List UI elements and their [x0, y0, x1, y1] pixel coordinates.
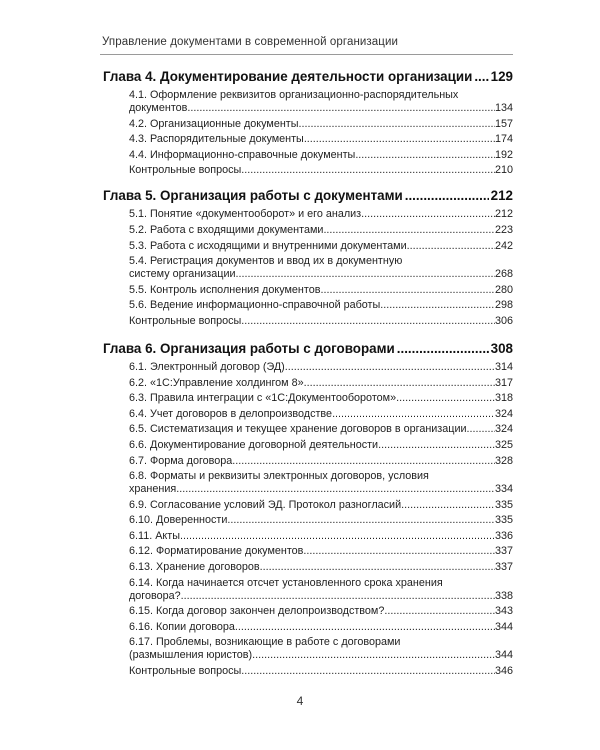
entry-row — [129, 164, 513, 177]
entry-row — [129, 499, 513, 512]
page-number: 4 — [296, 694, 304, 708]
dot-leader — [252, 649, 495, 662]
entry-title: 6.12. Форматирование документов — [129, 545, 304, 558]
entry-row — [129, 299, 513, 312]
toc-entry[interactable] — [129, 299, 513, 312]
chapter-heading[interactable] — [103, 340, 513, 358]
dot-leader — [235, 621, 495, 634]
dot-leader — [378, 439, 495, 452]
chapter-title: Глава 5. Организация работы с документами — [103, 188, 403, 204]
entry-title: 4.4. Информационно-справочные документы — [129, 148, 356, 161]
dot-leader — [236, 268, 495, 281]
entry-row — [129, 268, 513, 281]
entry-row — [129, 408, 513, 421]
chapter-title: Глава 6. Организация работы с договорами — [103, 340, 395, 356]
toc-entry[interactable] — [129, 561, 513, 574]
entry-page-number: 325 — [494, 438, 513, 451]
dot-leader — [285, 361, 495, 374]
entry-row — [129, 118, 513, 131]
dot-leader — [361, 208, 495, 221]
entry-title: (размышления юристов) — [129, 649, 253, 662]
toc-entry[interactable] — [129, 89, 513, 115]
dot-leader — [180, 530, 495, 543]
toc-entry[interactable] — [129, 423, 513, 436]
dot-leader — [332, 408, 495, 421]
entry-title: 5.5. Контроль исполнения документов — [129, 283, 321, 296]
entry-row — [129, 240, 513, 253]
dot-leader — [405, 187, 489, 205]
entry-row — [129, 392, 513, 405]
entry-page-number: 346 — [494, 665, 513, 678]
entry-row — [129, 102, 513, 115]
chapter-entries — [129, 208, 513, 328]
toc-entry[interactable] — [129, 621, 513, 634]
entry-row — [129, 665, 513, 678]
entry-title-line: 4.1. Оформление реквизитов организационно-распорядительных — [129, 89, 459, 101]
dot-leader — [303, 545, 495, 558]
chapter-heading[interactable] — [103, 68, 513, 86]
entry-title-line: 5.4. Регистрация документов и ввод их в документную — [129, 255, 403, 268]
entry-title: 5.6. Ведение информационно-справочной работы — [129, 299, 381, 312]
dot-leader — [384, 605, 495, 618]
dot-leader — [396, 392, 495, 405]
entry-page-number: 324 — [494, 407, 513, 420]
entry-title: 5.3. Работа с исходящими и внутренними документами — [129, 239, 407, 252]
entry-title-line: 6.14. Когда начинается отсчет установленного срока хранения — [129, 576, 443, 589]
toc-chapter — [103, 68, 513, 177]
running-header: Управление документами в современной организации — [102, 36, 399, 48]
entry-row — [129, 133, 513, 146]
dot-leader — [241, 665, 495, 678]
entry-title: Контрольные вопросы — [129, 164, 242, 177]
entry-row — [129, 149, 513, 162]
toc-entry[interactable] — [129, 499, 513, 512]
entry-page-number: 210 — [494, 164, 513, 177]
entry-page-number: 337 — [494, 545, 513, 558]
entry-row — [129, 315, 513, 328]
entry-page-number: 280 — [494, 283, 513, 296]
entry-row — [129, 284, 513, 297]
toc-entry[interactable] — [129, 377, 513, 390]
entry-title: 6.1. Электронный договор (ЭД) — [129, 360, 285, 373]
entry-row — [129, 455, 513, 468]
entry-page-number: 212 — [494, 208, 513, 221]
entry-title: 6.7. Форма договора — [129, 454, 233, 467]
toc-entry[interactable] — [129, 240, 513, 253]
entry-title: 6.6. Документирование договорной деятельности — [129, 438, 379, 451]
entry-page-number: 134 — [494, 102, 513, 114]
entry-title: 6.3. Правила интеграции с «1С:Документооборотом» — [129, 392, 397, 405]
entry-page-number: 314 — [494, 360, 513, 373]
toc-entry[interactable] — [129, 455, 513, 468]
toc-entry[interactable] — [129, 439, 513, 452]
entry-title: 6.5. Систематизация и текущее хранение договоров в организации — [129, 423, 467, 436]
entry-page-number: 335 — [494, 498, 513, 511]
dot-leader — [241, 164, 495, 177]
toc-entry[interactable] — [129, 255, 513, 281]
entry-row — [129, 530, 513, 543]
toc-entry[interactable] — [129, 224, 513, 237]
entry-page-number: 336 — [494, 529, 513, 542]
toc-entry[interactable] — [129, 408, 513, 421]
dot-leader — [397, 340, 489, 358]
entry-page-number: 344 — [494, 649, 513, 662]
entry-title: договора? — [129, 589, 181, 602]
entry-title: 4.3. Распорядительные документы — [129, 133, 304, 146]
chapter-heading[interactable] — [103, 187, 513, 205]
dot-leader — [227, 514, 495, 527]
entry-title: 6.16. Копии договора — [129, 620, 235, 633]
entry-page-number: 337 — [494, 561, 513, 574]
toc-entry[interactable] — [129, 149, 513, 162]
entry-title: Контрольные вопросы — [129, 314, 242, 327]
entry-row — [129, 377, 513, 390]
entry-title: 6.4. Учет договоров в делопроизводстве — [129, 407, 333, 420]
chapter-entries — [129, 89, 513, 177]
entry-page-number: 318 — [494, 392, 513, 405]
entry-title: 6.2. «1С:Управление холдингом 8» — [129, 376, 304, 389]
entry-title: 5.2. Работа с входящими документами — [129, 223, 324, 236]
toc-entry[interactable] — [129, 665, 513, 678]
toc-entry[interactable] — [129, 636, 513, 662]
toc-entry[interactable] — [129, 284, 513, 297]
dot-leader — [320, 284, 495, 297]
entry-title: документов — [129, 102, 188, 114]
toc-entry[interactable] — [129, 470, 513, 496]
chapter-page-number: 212 — [490, 188, 513, 204]
dot-leader — [304, 133, 495, 146]
toc-entry[interactable] — [129, 514, 513, 527]
entry-page-number: 298 — [494, 299, 513, 312]
entry-row — [129, 208, 513, 221]
dot-leader — [299, 118, 495, 131]
toc-entry[interactable] — [129, 605, 513, 618]
entry-row — [129, 361, 513, 374]
header-rule — [100, 54, 513, 55]
entry-title: Контрольные вопросы — [129, 665, 242, 678]
dot-leader — [401, 499, 495, 512]
entry-page-number: 334 — [494, 483, 513, 496]
dot-leader — [187, 102, 495, 115]
dot-leader — [323, 224, 495, 237]
entry-title-line: 6.8. Форматы и реквизиты электронных договоров, условия — [129, 470, 429, 483]
entry-row — [129, 545, 513, 558]
entry-row — [129, 649, 513, 662]
entry-title: 4.2. Организационные документы — [129, 117, 299, 130]
toc-entry[interactable] — [129, 164, 513, 177]
entry-row — [129, 224, 513, 237]
entry-row — [129, 561, 513, 574]
entry-title: 6.11. Акты — [129, 529, 180, 542]
entry-title: 6.9. Согласование условий ЭД. Протокол разногласий — [129, 498, 402, 511]
dot-leader — [176, 483, 495, 496]
toc-entry[interactable] — [129, 133, 513, 146]
toc-entry[interactable] — [129, 315, 513, 328]
dot-leader — [407, 240, 495, 253]
dot-leader — [380, 299, 495, 312]
entry-title-line: 6.17. Проблемы, возникающие в работе с договорами — [129, 636, 401, 649]
entry-page-number: 317 — [494, 376, 513, 389]
entry-row — [129, 590, 513, 603]
entry-page-number: 328 — [494, 454, 513, 467]
entry-page-number: 242 — [494, 239, 513, 252]
entry-row — [129, 483, 513, 496]
entry-page-number: 338 — [494, 589, 513, 602]
toc-entry[interactable] — [129, 118, 513, 131]
entry-row — [129, 423, 513, 436]
entry-row — [129, 621, 513, 634]
dot-leader — [355, 149, 495, 162]
dot-leader — [304, 377, 495, 390]
dot-leader — [474, 68, 488, 86]
entry-page-number: 324 — [494, 423, 513, 436]
table-of-contents — [103, 68, 513, 681]
chapter-title: Глава 4. Документирование деятельности организации — [103, 69, 473, 84]
entry-title: 6.15. Когда договор закончен делопроизводством? — [129, 605, 385, 618]
entry-page-number: 306 — [494, 314, 513, 327]
toc-entry[interactable] — [129, 361, 513, 374]
entry-page-number: 335 — [494, 514, 513, 527]
entry-title: систему организации — [129, 268, 236, 281]
toc-entry[interactable] — [129, 545, 513, 558]
entry-page-number: 192 — [494, 148, 513, 161]
entry-page-number: 268 — [494, 268, 513, 281]
toc-chapter — [103, 340, 513, 678]
toc-entry[interactable] — [129, 392, 513, 405]
entry-title: 5.1. Понятие «документооборот» и его анализ — [129, 208, 362, 221]
entry-row — [129, 605, 513, 618]
toc-entry[interactable] — [129, 208, 513, 221]
dot-leader — [260, 561, 495, 574]
entry-page-number: 157 — [494, 117, 513, 130]
chapter-entries — [129, 361, 513, 678]
entry-title: хранения — [129, 483, 177, 496]
entry-page-number: 223 — [494, 223, 513, 236]
entry-page-number: 174 — [494, 133, 513, 146]
entry-page-number: 343 — [494, 605, 513, 618]
entry-title: 6.10. Доверенности — [129, 514, 228, 527]
dot-leader — [181, 590, 495, 603]
toc-chapter — [103, 187, 513, 328]
entry-title: 6.13. Хранение договоров — [129, 561, 260, 574]
entry-page-number: 344 — [494, 620, 513, 633]
dot-leader — [467, 423, 495, 436]
entry-row — [129, 514, 513, 527]
toc-entry[interactable] — [129, 530, 513, 543]
dot-leader — [241, 315, 495, 328]
chapter-page-number: 308 — [490, 340, 513, 356]
toc-entry[interactable] — [129, 577, 513, 603]
entry-row — [129, 439, 513, 452]
dot-leader — [232, 455, 495, 468]
chapter-page-number: 129 — [490, 69, 513, 84]
